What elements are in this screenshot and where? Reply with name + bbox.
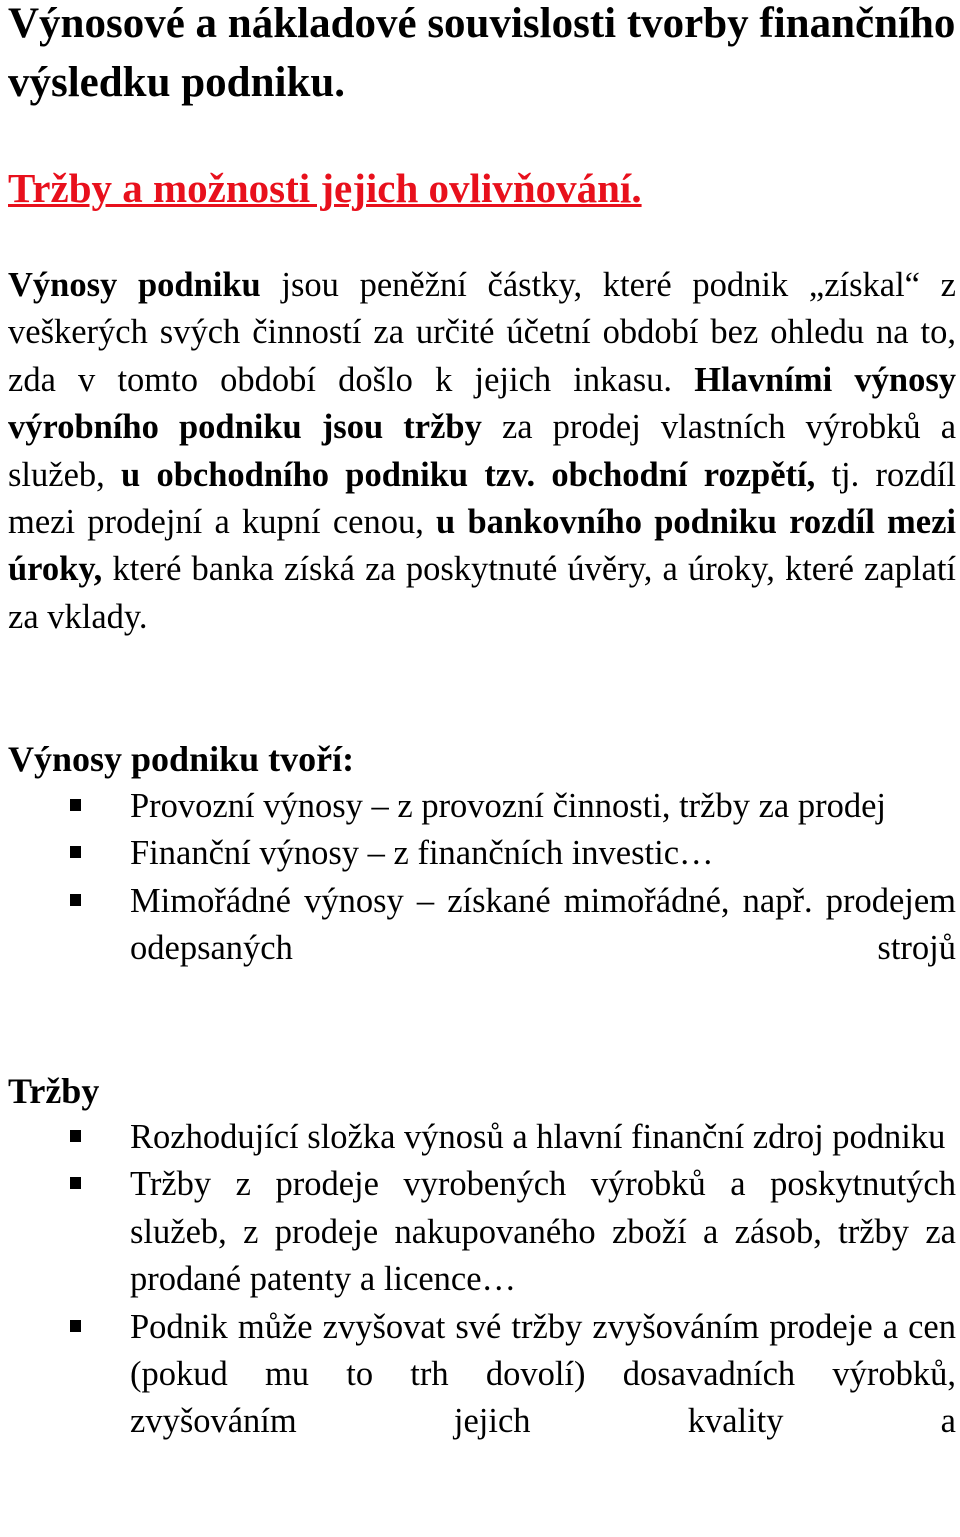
- bold-term-obchodni-podnik: u obchodního podniku tzv. obchodní rozpětí,: [121, 455, 816, 494]
- intro-text-2: za prodej vlastních výrobků a služeb,: [8, 408, 957, 494]
- revenue-sources-list: [0, 783, 960, 973]
- revenue-sources-heading: Výnosy podniku tvoří:: [8, 739, 355, 779]
- square-bullet-icon: [70, 799, 81, 811]
- list-item: [130, 783, 956, 830]
- list-item-text: Tržby z prodeje vyrobených výrobků a poskytnutých služeb, z prodeje nakupovaného zboží a zásob, tržby za prodané patenty a licence…: [130, 1165, 956, 1299]
- intro-paragraph: [8, 262, 956, 641]
- list-item-text: Provozní výnosy – z provozní činnosti, tržby za prodej: [130, 787, 886, 825]
- intro-text-1: jsou peněžní částky, které podnik „získal“ z veškerých svých činností za určité účetní období bez ohledu na to, zda v tomto období došlo k jejich inkasu.: [8, 266, 956, 399]
- list-item: [130, 1161, 956, 1303]
- sales-heading: Tržby: [8, 1071, 100, 1111]
- list-item: [130, 830, 956, 877]
- section-subtitle: Tržby a možnosti jejich ovlivňování.: [8, 165, 642, 211]
- list-item-text: Podnik může zvyšovat své tržby zvyšováním prodeje a cen (pokud mu to trh dovolí) dosavadních výrobků, zvyšováním jejich kvality a: [130, 1307, 956, 1441]
- square-bullet-icon: [70, 1177, 81, 1189]
- bold-term-vynosy-podniku: Výnosy podniku: [8, 266, 261, 304]
- list-item: [130, 1304, 956, 1446]
- list-item-text: Rozhodující složka výnosů a hlavní finanční zdroj podniku: [130, 1118, 946, 1156]
- list-item-text: Finanční výnosy – z finančních investic…: [130, 834, 714, 873]
- bold-term-hlavni-vynosy: Hlavními výnosy výrobního podniku jsou tržby: [8, 360, 956, 447]
- square-bullet-icon: [70, 1130, 81, 1142]
- intro-text-3: tj. rozdíl mezi prodejní a kupní cenou,: [8, 455, 956, 542]
- square-bullet-icon: [70, 894, 81, 906]
- bold-term-bankovni-podnik: u bankovního podniku rozdíl mezi úroky,: [8, 503, 956, 589]
- list-item: [130, 878, 956, 973]
- sales-list: [0, 1114, 960, 1446]
- document-title: Výnosové a nákladové souvislosti tvorby finančního výsledku podniku.: [8, 0, 956, 106]
- square-bullet-icon: [70, 1320, 81, 1332]
- square-bullet-icon: [70, 846, 81, 858]
- list-item-text: Mimořádné výnosy – získané mimořádné, např. prodejem odepsaných strojů: [130, 881, 956, 968]
- list-item: [130, 1114, 956, 1161]
- intro-text-4: které banka získá za poskytnuté úvěry, a úroky, které zaplatí za vklady.: [8, 550, 956, 636]
